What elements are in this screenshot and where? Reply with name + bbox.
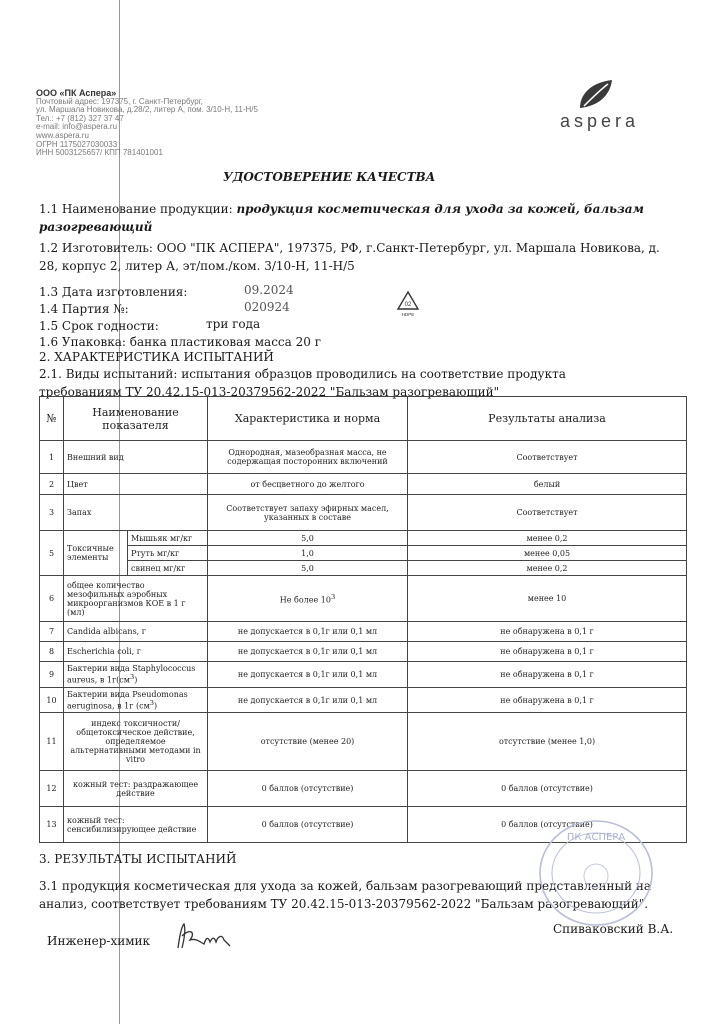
product-name-paragraph: [39, 200, 679, 236]
table-header-row: [40, 397, 687, 441]
table-row: [40, 713, 687, 771]
header-name: Наименование показателя: [64, 397, 208, 441]
row-norm: не допускается в 0,1г или 0,1 мл: [208, 662, 408, 688]
row-name-text: Бактерии вида Staphylococcus aureus, в 1г(см: [67, 664, 196, 685]
row-name: Цвет: [64, 474, 208, 495]
row-name: Токсичные элементы: [64, 531, 128, 576]
company-stamp: [536, 818, 656, 928]
row-name: Внешний вид: [64, 441, 208, 474]
row-name: кожный тест: раздражающее действие: [64, 771, 208, 807]
recycle-code: 02: [404, 302, 412, 308]
company-line: Почтовый адрес: 197375, г. Санкт-Петербург,: [36, 96, 203, 106]
row-name: Escherichia coli, г: [64, 642, 208, 662]
table-row: [40, 642, 687, 662]
row-num: 6: [40, 576, 64, 622]
section2-heading: 2. ХАРАКТЕРИСТИКА ИСПЫТАНИЙ: [39, 350, 274, 364]
row-result: менее 10: [408, 576, 687, 622]
table-row: [40, 771, 687, 807]
row-num: 7: [40, 622, 64, 642]
row-name-close: ): [134, 675, 138, 685]
company-line: ул. Маршала Новикова, д.28/2, литер А, пом. 3/10-Н, 11-Н/5: [36, 105, 258, 115]
row-name-exponent: 3: [149, 698, 155, 707]
header-num: №: [40, 397, 64, 441]
row-norm: не допускается в 0,1г или 0,1 мл: [208, 688, 408, 713]
row-num: 5: [40, 531, 64, 576]
row-name: общее количество мезофильных аэробных микроорганизмов КОЕ в 1 г (мл): [64, 576, 208, 622]
row-norm-exponent: 3: [330, 592, 336, 601]
row-result: отсутствие (менее 1,0): [408, 713, 687, 771]
table-row: [40, 561, 687, 576]
product-name-label: 1.1 Наименование продукции:: [39, 202, 233, 216]
batch-value: 020924: [244, 300, 290, 314]
table-row: [40, 531, 687, 546]
row-result: Соответствует: [408, 441, 687, 474]
row-result: белый: [408, 474, 687, 495]
row-num: 8: [40, 642, 64, 662]
company-line: ИНН 5003125657/ КПП 781401001: [36, 148, 163, 158]
row-result: менее 0,2: [408, 531, 687, 546]
company-line: ОГРН 1175027030033: [36, 139, 118, 149]
results-table: [39, 396, 687, 843]
row-result: не обнаружена в 0,1 г: [408, 662, 687, 688]
shelf-life-value: три года: [206, 317, 261, 331]
product-name-value: продукция косметическая для ухода за кожей, бальзам разогревающий: [39, 202, 644, 234]
package-info: 1.6 Упаковка: банка пластиковая масса 20 г: [39, 335, 321, 349]
row-name-exponent: 3: [129, 673, 135, 682]
row-norm: 1,0: [208, 546, 408, 561]
row-norm: 0 баллов (отсутствие): [208, 807, 408, 843]
row-name-text: Бактерии вида Pseudomonas aeruginosa, в 1г (см: [67, 689, 188, 711]
stamp-text: ПК АСПЕРА: [566, 832, 626, 843]
table-row: [40, 441, 687, 474]
company-line: www.aspera.ru: [36, 130, 89, 140]
table-row: [40, 688, 687, 713]
signer-role: Инженер-химик: [47, 934, 151, 948]
recycle-name: HDPE: [401, 312, 415, 317]
row-norm: отсутствие (менее 20): [208, 713, 408, 771]
row-result: 0 баллов (отсутствие): [408, 807, 687, 843]
row-num: 12: [40, 771, 64, 807]
table-row: [40, 546, 687, 561]
row-norm: Соответствует запаху эфирных масел, указанных в составе: [208, 495, 408, 531]
row-result: не обнаружена в 0,1 г: [408, 688, 687, 713]
document-title: УДОСТОВЕРЕНИЕ КАЧЕСТВА: [223, 170, 436, 184]
subrow-name: Мышьяк мг/кг: [128, 531, 208, 546]
table-row: [40, 495, 687, 531]
subrow-name: Ртуть мг/кг: [128, 546, 208, 561]
production-date-label: 1.3 Дата изготовления:: [39, 285, 188, 299]
row-num: 1: [40, 441, 64, 474]
company-name: ООО «ПК Аспера»: [36, 88, 117, 98]
row-name: индекс токсичности/ общетоксическое действие, определяемое альтернативными методами in vitro: [64, 713, 208, 771]
row-name: [64, 662, 208, 688]
company-details: [36, 89, 258, 158]
row-name-close: ): [154, 701, 158, 711]
recycling-hdpe-icon: [396, 290, 420, 318]
test-types-paragraph: 2.1. Виды испытаний: испытания образцов проводились на соответствие продукта требованиям ТУ 20.42.15-013-20379562-2022 "Бальзам разогревающий": [39, 367, 566, 399]
row-num: 11: [40, 713, 64, 771]
row-norm: [208, 576, 408, 622]
logo-wordmark: aspera: [560, 111, 640, 131]
shelf-life-label: 1.5 Срок годности:: [39, 319, 159, 333]
company-line: e-mail: info@aspera.ru: [36, 122, 118, 132]
header-norm: Характеристика и норма: [208, 397, 408, 441]
production-date-value: 09.2024: [244, 283, 294, 297]
row-norm: 0 баллов (отсутствие): [208, 771, 408, 807]
row-name: Запах: [64, 495, 208, 531]
signer-name: Спиваковский В.А.: [553, 922, 674, 936]
row-num: 13: [40, 807, 64, 843]
row-name: [64, 688, 208, 713]
row-norm: 5,0: [208, 561, 408, 576]
row-num: 10: [40, 688, 64, 713]
row-num: 9: [40, 662, 64, 688]
row-result: Соответствует: [408, 495, 687, 531]
row-name: кожный тест: сенсибилизирующее действие: [64, 807, 208, 843]
subrow-name: свинец мг/кг: [128, 561, 208, 576]
table-row: [40, 576, 687, 622]
row-num: 2: [40, 474, 64, 495]
row-norm: от бесцветного до желтого: [208, 474, 408, 495]
manufacturer-paragraph: 1.2 Изготовитель: ООО "ПК АСПЕРА", 197375, РФ, г.Санкт-Петербург, ул. Маршала Новикова, д. 28, корпус 2, литер А, эт/пом./ком. 3/10-Н, 11-Н/5: [39, 241, 660, 273]
row-result: 0 баллов (отсутствие): [408, 771, 687, 807]
handwritten-signature: [170, 918, 240, 958]
conclusion-paragraph: 3.1 продукция косметическая для ухода за кожей, бальзам разогревающий представленный на анализ, соответствует требованиям ТУ 20.42.15-013-20379562-2022 "Бальзам разогревающий".: [39, 879, 652, 911]
row-norm: 5,0: [208, 531, 408, 546]
row-result: менее 0,05: [408, 546, 687, 561]
row-norm: Однородная, мазеобразная масса, не содержащая посторонних включений: [208, 441, 408, 474]
row-result: не обнаружена в 0,1 г: [408, 642, 687, 662]
row-name: Candida albicans, г: [64, 622, 208, 642]
row-result: не обнаружена в 0,1 г: [408, 622, 687, 642]
table-row: [40, 474, 687, 495]
row-norm-text: Не более 10: [279, 595, 331, 605]
company-line: Тел.: +7 (812) 327 37 47: [36, 113, 124, 123]
leaf-icon: [576, 78, 616, 110]
row-norm: не допускается в 0,1г или 0,1 мл: [208, 642, 408, 662]
table-row: [40, 622, 687, 642]
table-row: [40, 662, 687, 688]
row-norm: не допускается в 0,1г или 0,1 мл: [208, 622, 408, 642]
row-num: 3: [40, 495, 64, 531]
section3-heading: 3. РЕЗУЛЬТАТЫ ИСПЫТАНИЙ: [39, 852, 237, 866]
batch-label: 1.4 Партия №:: [39, 302, 129, 316]
row-result: менее 0,2: [408, 561, 687, 576]
header-result: Результаты анализа: [408, 397, 687, 441]
